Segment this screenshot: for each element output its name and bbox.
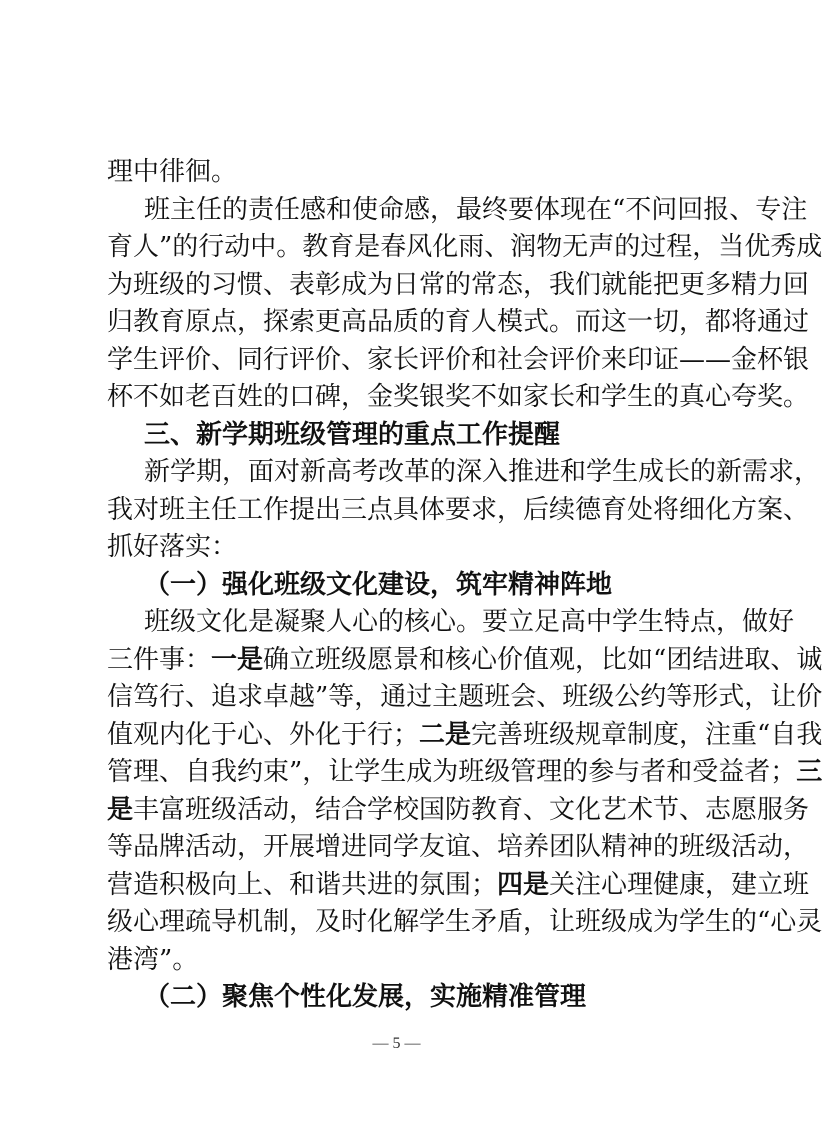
bold-text: （一）强化班级文化建设，筑牢精神阵地 [144, 569, 613, 600]
text-line [107, 867, 810, 905]
text-line [107, 754, 822, 792]
text-line [107, 829, 810, 867]
text-segment: 营造积极向上、和谐共进的氛围； [107, 869, 498, 900]
text-segment: 确立班级愿景和核心价值观，比如“团结进取、诚 [263, 644, 822, 675]
text-line [107, 717, 822, 755]
document-body [107, 154, 822, 1017]
text-segment: 新学期，面对新高考改革的深入推进和学生成长的新需求， [144, 457, 821, 487]
text-segment: 归教育原点，探索更高品质的育人模式。而这一切，都将通过 [107, 307, 810, 337]
text-segment: 信笃行、追求卓越”等，通过主题班会、班级公约等形式，让价 [107, 682, 822, 712]
text-segment: 育人”的行动中。教育是春风化雨、润物无声的过程，当优秀成 [107, 232, 822, 262]
text-line [107, 942, 694, 980]
bold-text: （二）聚焦个性化发展，实施精准管理 [144, 982, 587, 1012]
text-segment: 抓好落实： [107, 532, 238, 562]
paragraph [107, 192, 822, 417]
paragraph [107, 154, 694, 192]
section-heading [107, 567, 694, 605]
bold-text: 三 [796, 757, 822, 787]
text-line [107, 604, 795, 642]
text-segment: 学生评价、同行评价、家长评价和社会评价来印证——金杯银 [107, 344, 810, 375]
text-line [107, 154, 694, 192]
text-segment: 我对班主任工作提出三点具体要求，后续德育处将细化方案、 [107, 494, 810, 525]
bold-text: 四是 [497, 869, 550, 900]
page-number: — 5 — [372, 1035, 421, 1052]
text-line [107, 567, 694, 605]
text-line [107, 792, 810, 830]
text-line [107, 529, 694, 567]
text-segment: 港湾”。 [107, 944, 199, 975]
text-segment: 三件事： [107, 644, 212, 675]
text-segment: 管理、自我约束”，让学生成为班级管理的参与者和受益者； [107, 757, 797, 787]
text-segment: 杯不如老百姓的口碑，金奖银奖不如家长和学生的真心夸奖。 [107, 382, 810, 412]
section-heading [107, 417, 694, 455]
text-segment: 值观内化于心、外化于行； [107, 719, 420, 750]
text-line [107, 267, 810, 305]
text-line [107, 417, 694, 455]
paragraph [107, 454, 821, 567]
text-line [107, 454, 821, 492]
text-segment: 为班级的习惯、表彰成为日常的常态，我们就能把更多精力回 [107, 269, 810, 300]
text-segment: 理中徘徊。 [107, 157, 238, 187]
text-line [107, 679, 822, 717]
section-heading [107, 979, 694, 1017]
text-segment: 班级文化是凝聚人心的核心。要立足高中学生特点，做好 [144, 607, 795, 637]
bold-text: 一是 [211, 644, 264, 675]
bold-text: 三、新学期班级管理的重点工作提醒 [144, 419, 561, 450]
text-line [107, 229, 822, 267]
text-segment: 丰富班级活动，结合学校国防教育、文化艺术节、志愿服务 [133, 794, 810, 825]
text-line [107, 492, 810, 530]
text-segment: 等品牌活动，开展增进同学友谊、培养团队精神的班级活动， [107, 832, 810, 862]
bold-text: 是 [107, 794, 134, 825]
text-segment: 级心理疏导机制，及时化解学生矛盾，让班级成为学生的“心灵 [107, 907, 822, 937]
text-line [107, 192, 808, 230]
paragraph [107, 604, 822, 979]
text-segment: 关注心理健康，建立班 [549, 869, 810, 900]
text-segment: 完善班级规章制度，注重“自我 [471, 719, 822, 750]
bold-text: 二是 [419, 719, 472, 750]
text-segment: 班主任的责任感和使命感，最终要体现在“不问回报、专注 [144, 194, 808, 225]
text-line [107, 979, 694, 1017]
text-line [107, 342, 810, 380]
text-line [107, 379, 810, 417]
text-line [107, 642, 822, 680]
text-line [107, 904, 822, 942]
text-line [107, 304, 810, 342]
